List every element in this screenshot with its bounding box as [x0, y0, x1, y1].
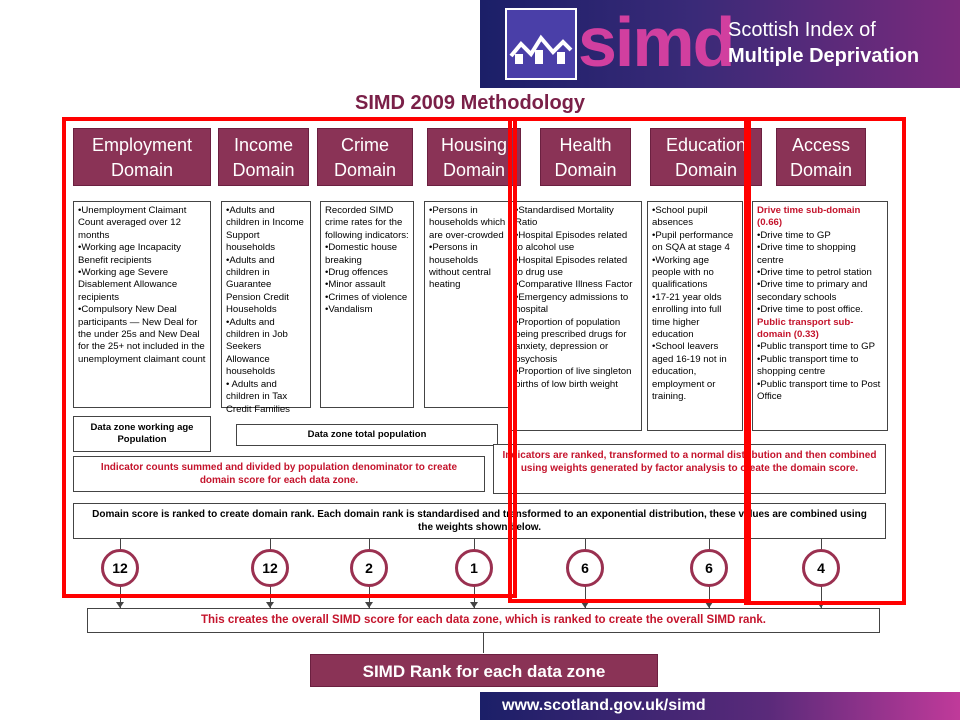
highlight-outline-left: [62, 117, 517, 598]
access-sub-domain-transport: Public transport sub-domain (0.33): [757, 316, 854, 341]
indicators-employment: •Unemployment Claimant Count averaged over 12 months •Working age Incapacity Benefit recipients •Working age Severe Disablement Allowance recipients •Compulsory New Deal participants — New Deal for the under 25s and New Deal for the 25+ not included in the unemployment claimant count: [73, 201, 211, 408]
houses-logo-icon: [505, 8, 577, 80]
population-total: Data zone total population: [236, 424, 498, 446]
domain-line1: Income: [233, 135, 294, 155]
domain-line1: Housing: [440, 135, 508, 155]
simd-rank-box: SIMD Rank for each data zone: [310, 654, 658, 687]
domain-line2: Domain: [674, 160, 738, 180]
weight-education: 6: [690, 549, 728, 587]
indicators-income: •Adults and children in Income Support households •Adults and children in Guarantee Pension Credit Households •Adults and children in Job Seekers Allowance households • Adults and children in Tax Credit Families: [221, 201, 311, 408]
logo-subtitle-2: Multiple Deprivation: [728, 45, 920, 67]
logo-subtitle-1: Scottish Index of: [728, 19, 876, 41]
domain-line2: Domain: [442, 160, 506, 180]
domain-line2: Domain: [554, 160, 617, 180]
highlight-outline-middle: [508, 117, 751, 603]
indicators-crime: Recorded SIMD crime rates for the following indicators: •Domestic house breaking •Drug offences •Minor assault •Crimes of violence •Vandalism: [320, 201, 414, 408]
logo-wordmark: simd: [578, 3, 734, 81]
domain-line2: Domain: [110, 160, 174, 180]
population-working-age: Data zone working age Population: [73, 416, 211, 452]
domain-line1: Education: [665, 135, 747, 155]
domain-line1: Access: [791, 135, 851, 155]
indicators-health: •Standardised Mortality Ratio •Hospital Episodes related to alcohol use •Hospital Episodes related to drug use •Comparative Illness Factor •Emergency admissions to hospital •Proportion of population being prescribed drugs for anxiety, depression or psychosis •Proportion of live singleton births of low birth weight: [510, 201, 642, 431]
indicators-education: •School pupil absences •Pupil performance on SQA at stage 4 •Working age people with no qualifications •17-21 year olds enrolling into full time higher education •School leavers aged 16-19 not in education, employment or training.: [647, 201, 743, 431]
footer-url[interactable]: www.scotland.gov.uk/simd: [480, 692, 960, 720]
domain-line2: Domain: [232, 160, 295, 180]
weight-access: 4: [802, 549, 840, 587]
access-transport-items: •Public transport time to GP •Public transport time to shopping centre •Public transport time to Post Office: [757, 341, 881, 403]
weight-crime: 2: [350, 549, 388, 587]
method-left: Indicator counts summed and divided by population denominator to create domain score for each data zone.: [73, 456, 485, 492]
highlight-outline-right: [744, 117, 906, 605]
weight-income: 12: [251, 549, 289, 587]
connector: [483, 633, 484, 653]
overall-box: This creates the overall SIMD score for each data zone, which is ranked to create the overall SIMD rank.: [87, 608, 880, 633]
weight-health: 6: [566, 549, 604, 587]
domain-line1: Employment: [91, 135, 193, 155]
access-sub-domain-drive: Drive time sub-domain (0.66): [757, 205, 861, 229]
page-title: SIMD 2009 Methodology: [354, 92, 586, 114]
domain-line2: Domain: [333, 160, 397, 180]
combine-box: Domain score is ranked to create domain rank. Each domain rank is standardised and transformed to an exponential distribution, these values are combined using the weights shown below.: [73, 503, 886, 539]
weight-housing: 1: [455, 549, 493, 587]
indicators-housing: •Persons in households which are over-crowded •Persons in households without central heating: [424, 201, 513, 408]
domain-line1: Crime: [341, 135, 389, 155]
method-right: Indicators are ranked, transformed to a normal distribution and then combined using weights generated by factor analysis to create the domain score.: [493, 444, 886, 494]
domain-line1: Health: [559, 135, 612, 155]
weight-employment: 12: [101, 549, 139, 587]
access-drive-items: •Drive time to GP •Drive time to shopping centre •Drive time to petrol station •Drive time to primary and secondary schools •Drive time to post office.: [757, 229, 872, 316]
domain-line2: Domain: [789, 160, 853, 180]
